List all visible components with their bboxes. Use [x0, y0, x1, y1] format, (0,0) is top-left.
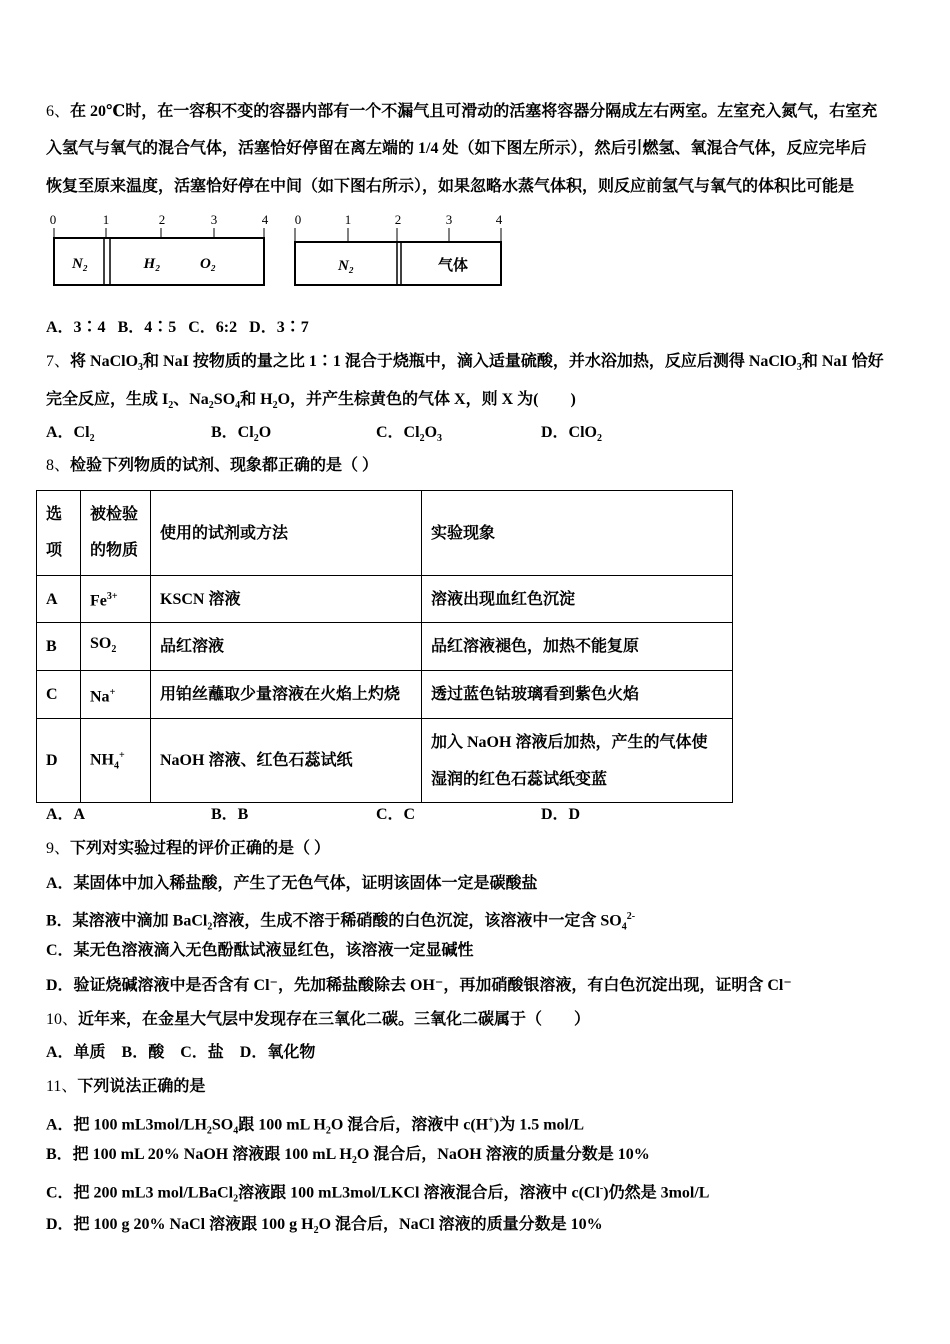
cell-phenomenon: [422, 719, 733, 803]
q11-option-d: [46, 1215, 603, 1241]
subscript-text: 2: [208, 400, 214, 412]
subscript-text: 4: [114, 760, 119, 772]
header-text: 被检验: [90, 506, 139, 523]
q8-stem: [46, 456, 378, 476]
text-segment: O: [258, 424, 272, 441]
subscript-text: 2: [325, 1125, 331, 1137]
diagram-right: [295, 212, 503, 285]
question-number: 6、: [46, 103, 71, 120]
tick-label: 4: [261, 212, 269, 227]
tick-label: 0: [294, 212, 302, 227]
text-segment: )为 1.5 mol/L: [493, 1116, 585, 1134]
text-segment: D．把 100 g 20% NaCl 溶液跟 100 g H: [46, 1216, 314, 1233]
table-header-row: [37, 491, 733, 576]
q9-option-b: [46, 907, 635, 938]
subscript-text: 2: [89, 433, 95, 445]
text-segment: SO: [213, 391, 236, 408]
option-b: [211, 805, 376, 825]
supscript-text: -: [599, 1183, 604, 1194]
q11-option-b: [46, 1145, 650, 1171]
subscript-text: 2: [111, 644, 117, 656]
text-segment: A．把 100 mL3mol/LH: [46, 1116, 207, 1134]
diagram-left: [50, 212, 269, 285]
cell-phenomenon: 透过蓝色钴玻璃看到紫色火焰: [422, 671, 733, 719]
subscript-text: 2: [253, 433, 259, 445]
subscript-text: 2: [419, 433, 425, 445]
text-segment: C．把 200 mL3 mol/LBaCl: [46, 1184, 234, 1202]
subscript-text: 2: [313, 1225, 319, 1237]
subscript-text: 2: [597, 433, 603, 445]
tick-label: 2: [394, 212, 402, 227]
subscript-text: 2: [233, 1193, 239, 1205]
option-c: [376, 423, 541, 449]
text-segment: C．Cl: [376, 424, 420, 441]
text-segment: NH: [90, 751, 114, 769]
header-text: 选: [46, 506, 63, 523]
cell-phenomenon: 品红溶液褪色，加热不能复原: [422, 623, 733, 671]
q9-option-a: [46, 874, 538, 894]
supscript-text: 3+: [106, 591, 118, 603]
text-segment: O，并产生棕黄色的气体 X，则 X 为( ): [277, 391, 576, 408]
option-a: A．3∶4: [46, 319, 106, 336]
text-segment: 下列说法正确的是: [77, 1078, 206, 1095]
q8-table: [36, 490, 733, 803]
text-segment: 检验下列物质的试剂、现象都正确的是（ ）: [70, 457, 379, 474]
q7-line-2: [46, 390, 576, 416]
text-segment: D．ClO: [541, 424, 598, 441]
text-segment: B．Cl: [211, 424, 254, 441]
question-number: 8、: [46, 457, 71, 474]
table-row: [37, 623, 733, 671]
cell-reagent: NaOH 溶液、红色石蕊试纸: [151, 719, 422, 803]
tick-label: 4: [495, 212, 503, 227]
option-a: [46, 423, 211, 449]
cell-reagent: 品红溶液: [151, 623, 422, 671]
text-segment: A．某固体中加入稀盐酸，产生了无色气体，证明该固体一定是碳酸盐: [46, 875, 538, 892]
q10-options: [46, 1043, 315, 1063]
label-n2: N₂: [337, 258, 355, 274]
header-text: 的物质: [90, 542, 139, 559]
text-segment: 恢复至原来温度，活塞恰好停在中间（如下图右所示），如果忽略水蒸气体积，则反应前氢气与氧气的体积比可能是: [46, 178, 855, 195]
cell-option: B: [37, 623, 81, 671]
text-segment: B．把 100 mL 20% NaOH 溶液跟 100 mL H: [46, 1146, 352, 1163]
cell-option: C: [37, 671, 81, 719]
subscript-text: 3: [796, 362, 802, 374]
text-segment: A．Cl: [46, 424, 90, 441]
piston-diagram: [48, 208, 508, 294]
label-gas: 气体: [437, 258, 469, 274]
option-a: [46, 805, 211, 825]
q6-line-3: [46, 177, 854, 197]
supscript-text: +: [109, 686, 116, 698]
q6-line-2: [46, 139, 866, 159]
text-segment: 完全反应，生成 I: [46, 391, 169, 408]
cell-reagent: 用铂丝蘸取少量溶液在火焰上灼烧: [151, 671, 422, 719]
text-segment: Fe: [90, 592, 107, 610]
phen-line: 加入 NaOH 溶液后加热，产生的气体使: [431, 733, 708, 751]
text-segment: O 混合后，NaOH 溶液的质量分数是 10%: [356, 1146, 650, 1163]
text-segment: O 混合后，NaCl 溶液的质量分数是 10%: [318, 1216, 603, 1233]
supscript-text: 2-: [626, 911, 636, 922]
question-number: 9、: [46, 840, 71, 857]
tick-label: 1: [344, 212, 352, 227]
label-o2: O₂: [199, 256, 217, 272]
cell-reagent: KSCN 溶液: [151, 576, 422, 623]
subscript-text: 2: [168, 400, 174, 412]
tick-label: 3: [445, 212, 453, 227]
header-text: 项: [46, 542, 63, 559]
supscript-text: +: [488, 1115, 494, 1126]
question-number: 11、: [46, 1078, 78, 1095]
q6-options: [46, 318, 309, 338]
header-reagent: 使用的试剂或方法: [151, 491, 422, 576]
cell-substance: [81, 623, 151, 671]
subscript-text: 2: [351, 1155, 357, 1167]
option-b: B．4∶5: [117, 319, 177, 336]
q11-option-c: [46, 1179, 709, 1210]
table-row: [37, 671, 733, 719]
label-n2: N₂: [71, 256, 89, 272]
q9-stem: [46, 839, 330, 859]
subscript-text: 3: [138, 362, 144, 374]
q9-option-d: [46, 976, 792, 996]
cell-substance: [81, 576, 151, 623]
text-segment: 和 H: [240, 391, 273, 408]
cell-substance: [81, 719, 151, 803]
text-segment: 跟 100 mL H: [238, 1116, 326, 1134]
option-b: [211, 423, 376, 449]
q9-option-c: [46, 941, 474, 961]
text-segment: 在 20℃时，在一容积不变的容器内部有一个不漏气且可滑动的活塞将容器分隔成左右两室。左室充入氮气，右室充: [70, 103, 878, 120]
text-segment: C．某无色溶液滴入无色酚酞试液显红色，该溶液一定显碱性: [46, 942, 474, 959]
q8-options: [46, 805, 580, 825]
tick-label: 0: [49, 212, 57, 227]
q7-line-1: [46, 352, 884, 378]
text-segment: SO: [211, 1116, 234, 1134]
cell-option: A: [37, 576, 81, 623]
subscript-text: 4: [233, 1125, 239, 1137]
tick-label: 1: [102, 212, 110, 227]
cell-substance: [81, 671, 151, 719]
option-d: [541, 805, 580, 825]
q11-option-a: [46, 1111, 584, 1142]
cell-option: D: [37, 719, 81, 803]
cell-phenomenon: 溶液出现血红色沉淀: [422, 576, 733, 623]
label-h2: H₂: [143, 256, 161, 272]
option-d: [541, 423, 602, 449]
text-segment: 溶液跟 100 mL3mol/LKCl 溶液混合后，溶液中 c(Cl: [238, 1184, 600, 1202]
subscript-text: 3: [437, 433, 443, 445]
header-phenomenon: 实验现象: [422, 491, 733, 576]
text-segment: 和 NaI 按物质的量之比 1∶1 混合于烧瓶中，滴入适量硫酸，并水浴加热，反应后测得 NaClO: [143, 353, 797, 370]
text-segment: 溶液，生成不溶于稀硝酸的白色沉淀，该溶液中一定含 SO: [212, 912, 622, 930]
phen-line: 湿润的红色石蕊试纸变蓝: [431, 770, 608, 788]
supscript-text: +: [119, 749, 125, 761]
subscript-text: 2: [272, 400, 278, 412]
option-c: C．6:2: [188, 319, 238, 336]
text-segment: A．单质 B．酸 C．盐 D．氧化物: [46, 1044, 316, 1061]
q11-stem: [46, 1077, 205, 1097]
subscript-text: 4: [235, 400, 241, 412]
question-number: 7、: [46, 353, 71, 370]
text-segment: 入氢气与氧气的混合气体，活塞恰好停留在离左端的 1/4 处（如下图左所示），然后引燃氢、氧混合气体，反应完毕后: [46, 140, 867, 157]
text-segment: )仍然是 3mol/L: [603, 1184, 710, 1202]
subscript-text: 2: [207, 921, 213, 933]
text-segment: D．D: [541, 806, 581, 823]
table-row: [37, 576, 733, 623]
text-segment: 和 NaI 恰好: [801, 353, 884, 370]
text-segment: B．B: [211, 806, 249, 823]
tick-label: 2: [158, 212, 166, 227]
text-segment: 将 NaClO: [70, 353, 139, 370]
text-segment: Na: [90, 688, 110, 706]
text-segment: 、Na: [173, 391, 209, 408]
header-option: [37, 491, 81, 576]
text-segment: O: [424, 424, 438, 441]
text-segment: B．某溶液中滴加 BaCl: [46, 912, 208, 930]
table-row: [37, 719, 733, 803]
text-segment: A．A: [46, 806, 86, 823]
header-substance: [81, 491, 151, 576]
q7-options: [46, 423, 602, 449]
text-segment: D．验证烧碱溶液中是否含有 Cl⁻，先加稀盐酸除去 OH⁻，再加硝酸银溶液，有白色沉淀出现，证明含 Cl⁻: [46, 977, 792, 994]
text-segment: 下列对实验过程的评价正确的是（ ）: [70, 840, 331, 857]
text-segment: C．C: [376, 806, 416, 823]
option-c: [376, 805, 541, 825]
option-d: D．3∶7: [249, 319, 309, 336]
subscript-text: 4: [621, 921, 627, 933]
text-segment: SO: [90, 634, 112, 652]
subscript-text: 2: [206, 1125, 212, 1137]
q6-line-1: [46, 102, 877, 122]
text-segment: O 混合后，溶液中 c(H: [330, 1116, 489, 1134]
question-number: 10、: [46, 1011, 79, 1028]
tick-label: 3: [210, 212, 218, 227]
q10-stem: [46, 1010, 590, 1030]
text-segment: 近年来，在金星大气层中发现存在三氧化二碳。三氧化二碳属于（ ）: [78, 1011, 591, 1028]
